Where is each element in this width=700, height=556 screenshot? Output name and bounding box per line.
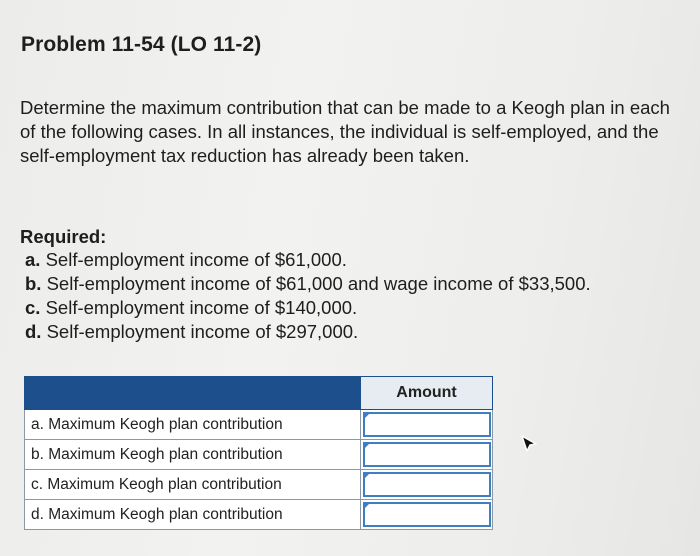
table-row xyxy=(25,410,493,440)
amount-input-a[interactable] xyxy=(363,412,491,437)
required-item-text: Self-employment income of $297,000. xyxy=(41,321,359,342)
required-item-text: Self-employment income of $61,000 and wage income of $33,500. xyxy=(41,273,591,294)
row-label-d: d. Maximum Keogh plan contribution xyxy=(25,500,361,530)
required-item-text: Self-employment income of $61,000. xyxy=(40,249,347,270)
table-row xyxy=(25,440,493,470)
required-item-letter: c. xyxy=(25,297,41,318)
required-item-text: Self-employment income of $140,000. xyxy=(40,297,358,318)
row-label-b: b. Maximum Keogh plan contribution xyxy=(25,440,361,470)
row-label-c: c. Maximum Keogh plan contribution xyxy=(25,470,361,500)
amount-input-c[interactable] xyxy=(363,472,491,497)
answer-table xyxy=(24,376,493,530)
problem-title: Problem 11-54 (LO 11-2) xyxy=(21,33,262,56)
amount-cell-b xyxy=(361,440,493,470)
amount-cell-a xyxy=(361,410,493,440)
amount-input-b[interactable] xyxy=(363,442,491,467)
table-header-row xyxy=(25,377,493,410)
required-heading: Required: xyxy=(20,226,107,247)
mouse-pointer-icon xyxy=(519,434,539,454)
amount-column-header: Amount xyxy=(361,377,493,410)
required-item-c xyxy=(25,296,591,320)
required-item-a xyxy=(25,248,591,272)
amount-input-d[interactable] xyxy=(363,502,491,527)
row-label-a: a. Maximum Keogh plan contribution xyxy=(25,410,361,440)
required-item-letter: b. xyxy=(25,273,42,294)
required-item-letter: d. xyxy=(25,321,42,342)
problem-instructions: Determine the maximum contribution that can be made to a Keogh plan in each of the following cases. In all instances, the individual is self-employed, and the self-employment tax reduction has already been taken. xyxy=(20,97,670,166)
table-header-blank xyxy=(25,377,361,410)
amount-cell-c xyxy=(361,470,493,500)
required-list xyxy=(25,248,591,344)
required-item-letter: a. xyxy=(25,249,41,270)
table-row xyxy=(25,500,493,530)
table-row xyxy=(25,470,493,500)
amount-cell-d xyxy=(361,500,493,530)
required-item-d xyxy=(25,320,591,344)
required-item-b xyxy=(25,272,591,296)
